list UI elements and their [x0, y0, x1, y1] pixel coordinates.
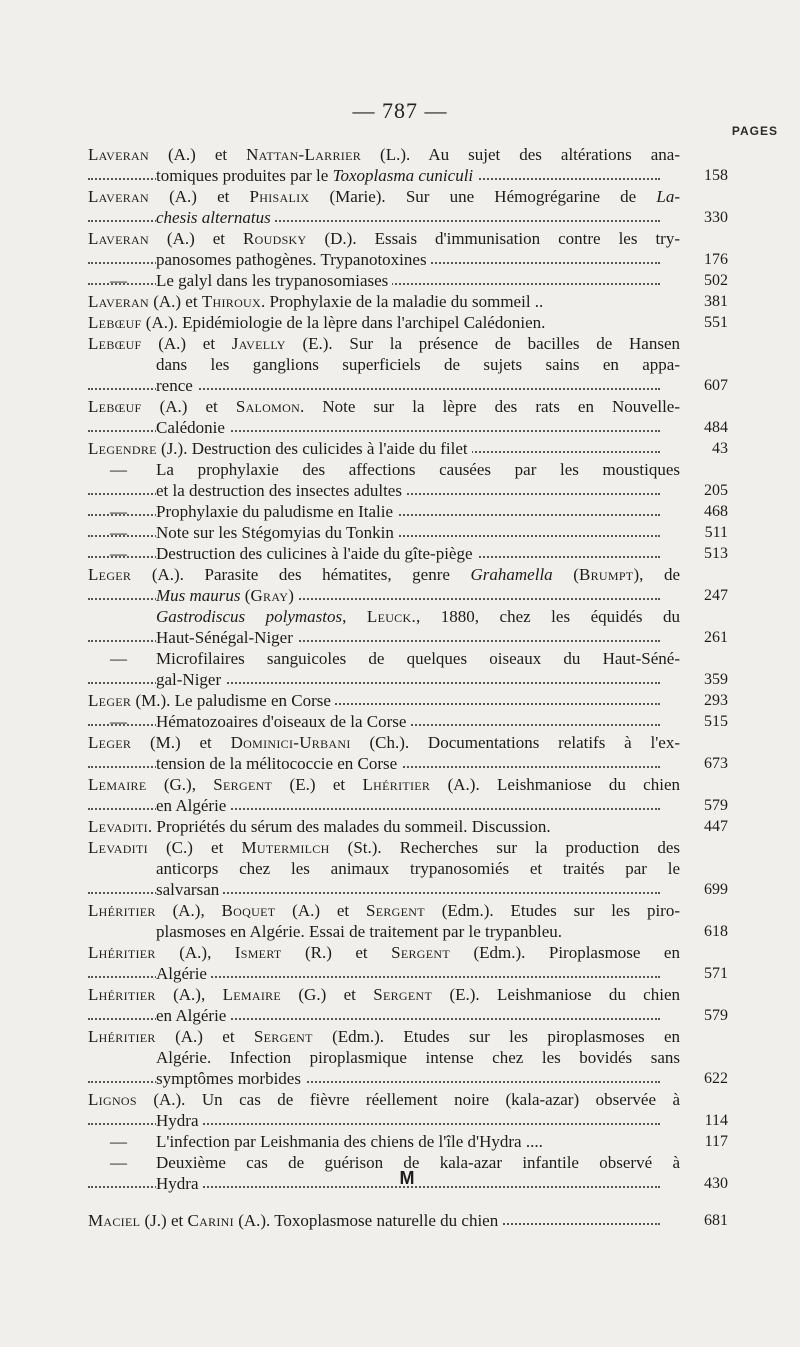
- page-ref: 579: [704, 797, 728, 814]
- page-ref: 511: [704, 524, 728, 541]
- page-ref: 205: [704, 482, 728, 499]
- page-ref: 515: [704, 713, 728, 730]
- index-line: — Note sur les Stégomyias du Tonkin 511: [88, 522, 728, 543]
- index-list: [88, 144, 728, 1194]
- index-line: Algérie 571: [88, 963, 728, 984]
- page-ref: 673: [704, 755, 728, 772]
- page-ref: 43: [712, 440, 728, 457]
- index-line: dans les ganglions superficiels de sujets sains en appa-: [156, 355, 680, 374]
- index-line: Gastrodiscus polymastos, Leuck., 1880, chez les équidés du: [156, 607, 681, 626]
- page-ref: 484: [704, 419, 728, 436]
- page-ref: 330: [704, 209, 728, 226]
- index-line: Lhéritier (A.), Boquet (A.) et Sergent (Edm.). Etudes sur les piro-: [88, 901, 680, 920]
- page-ref: 247: [704, 587, 728, 604]
- index-line: plasmoses en Algérie. Essai de traitement par le trypanbleu. 618: [156, 922, 728, 941]
- index-line: gal-Niger 359: [88, 669, 728, 690]
- page-ref: 158: [704, 167, 728, 184]
- page-ref: 513: [704, 545, 728, 562]
- index-line: Lhéritier (A.), Lemaire (G.) et Sergent (E.). Leishmaniose du chien: [88, 985, 680, 1004]
- index-line: Hydra 430: [88, 1173, 728, 1194]
- index-line: — Deuxième cas de guérison de kala-azar infantile observé à: [110, 1153, 680, 1172]
- index-line: — L'infection par Leishmania des chiens de l'île d'Hydra .... 117: [110, 1132, 728, 1151]
- page-ref: 681: [704, 1212, 728, 1229]
- index-line: Lhéritier (A.), Ismert (R.) et Sergent (Edm.). Piroplasmose en: [88, 943, 680, 962]
- index-line: symptômes morbides 622: [88, 1068, 728, 1089]
- index-line: tension de la mélitococcie en Corse 673: [88, 753, 728, 774]
- index-line: et la destruction des insectes adultes 205: [88, 480, 728, 501]
- index-line: salvarsan 699: [88, 879, 728, 900]
- index-line: Haut-Sénégal-Niger 261: [88, 627, 728, 648]
- index-line: Lemaire (G.), Sergent (E.) et Lhéritier (A.). Leishmaniose du chien: [88, 775, 680, 794]
- page-ref: 468: [704, 503, 728, 520]
- index-line: panosomes pathogènes. Trypanotoxines 176: [88, 249, 728, 270]
- index-line: Lignos (A.). Un cas de fièvre réellement noire (kala-azar) observée à: [88, 1090, 680, 1109]
- page-ref: 618: [704, 923, 728, 940]
- index-line: Lebœuf (A.) et Javelly (E.). Sur la présence de bacilles de Hansen: [88, 334, 681, 353]
- index-line: en Algérie 579: [88, 795, 728, 816]
- index-line: Laveran (A.) et Phisalix (Marie). Sur une Hémogrégarine de La-: [88, 187, 680, 206]
- index-line: — Le galyl dans les trypanosomiases 502: [88, 270, 728, 291]
- page-ref: 579: [704, 1007, 728, 1024]
- page-ref: 502: [704, 272, 728, 289]
- page-ref: 551: [704, 314, 728, 331]
- page-ref: 359: [704, 671, 728, 688]
- index-line: chesis alternatus 330: [88, 207, 728, 228]
- index-line: Leger (M.) et Dominici-Urbani (Ch.). Documentations relatifs à l'ex-: [88, 733, 680, 752]
- section-letter: M: [399, 1168, 415, 1188]
- index-line: — Prophylaxie du paludisme en Italie 468: [88, 501, 728, 522]
- page-ref: 430: [704, 1175, 728, 1192]
- index-line: Calédonie 484: [88, 417, 728, 438]
- index-line: Hydra 114: [88, 1110, 728, 1131]
- index-line: Laveran (A.) et Nattan-Larrier (L.). Au sujet des altérations ana-: [88, 145, 680, 164]
- page-ref: 699: [704, 881, 728, 898]
- index-line: — Hématozoaires d'oiseaux de la Corse 515: [88, 711, 728, 732]
- page-ref: 176: [704, 251, 728, 268]
- index-line: Lebœuf (A.) et Salomon. Note sur la lèpre des rats en Nouvelle-: [88, 397, 680, 416]
- index-line: Laveran (A.) et Roudsky (D.). Essais d'immunisation contre les try-: [88, 229, 680, 248]
- index-line: — Destruction des culicines à l'aide du gîte-piège 513: [88, 543, 728, 564]
- index-line: — Microfilaires sanguicoles de quelques oiseaux du Haut-Séné-: [110, 649, 680, 668]
- index-line: Leger (M.). Le paludisme en Corse 293: [88, 691, 728, 710]
- page-number: — 787 —: [352, 98, 448, 123]
- index-line: — La prophylaxie des affections causées par les moustiques: [110, 460, 680, 479]
- index-line: en Algérie 579: [88, 1005, 728, 1026]
- page-ref: 114: [704, 1112, 728, 1129]
- index-line: Lebœuf (A.). Epidémiologie de la lèpre dans l'archipel Calédonien. 551: [88, 313, 728, 332]
- page-ref: 447: [704, 818, 728, 835]
- index-line: Laveran (A.) et Thiroux. Prophylaxie de la maladie du sommeil .. 381: [88, 292, 728, 311]
- index-line: Levaditi (C.) et Mutermilch (St.). Recherches sur la production des: [88, 838, 680, 857]
- page-ref: 261: [704, 629, 728, 646]
- index-line: Legendre (J.). Destruction des culicides à l'aide du filet 43: [88, 439, 728, 458]
- page-ref: 571: [704, 965, 728, 982]
- pages-column-label: PAGES: [731, 124, 778, 138]
- index-line: Levaditi. Propriétés du sérum des malades du sommeil. Discussion. 447: [88, 817, 728, 836]
- index-line: tomiques produites par le Toxoplasma cuniculi 158: [88, 165, 728, 186]
- index-line: rence 607: [88, 375, 728, 396]
- page-ref: 622: [704, 1070, 728, 1087]
- index-line: anticorps chez les animaux trypanosomiés et traités par le: [156, 859, 680, 878]
- page-ref: 607: [704, 377, 728, 394]
- index-list-m: [88, 1210, 728, 1231]
- index-line: Maciel (J.) et Carini (A.). Toxoplasmose naturelle du chien 681: [88, 1211, 728, 1230]
- index-line: Leger (A.). Parasite des hématites, genre Grahamella (Brumpt), de: [88, 565, 680, 584]
- page-ref: 381: [704, 293, 728, 310]
- index-line: Mus maurus (Gray) 247: [88, 585, 728, 606]
- page-ref: 117: [704, 1133, 728, 1150]
- index-line: Algérie. Infection piroplasmique intense chez les bovidés sans: [156, 1048, 680, 1067]
- index-line: Lhéritier (A.) et Sergent (Edm.). Etudes sur les piroplasmoses en: [88, 1027, 680, 1046]
- page-ref: 293: [704, 692, 728, 709]
